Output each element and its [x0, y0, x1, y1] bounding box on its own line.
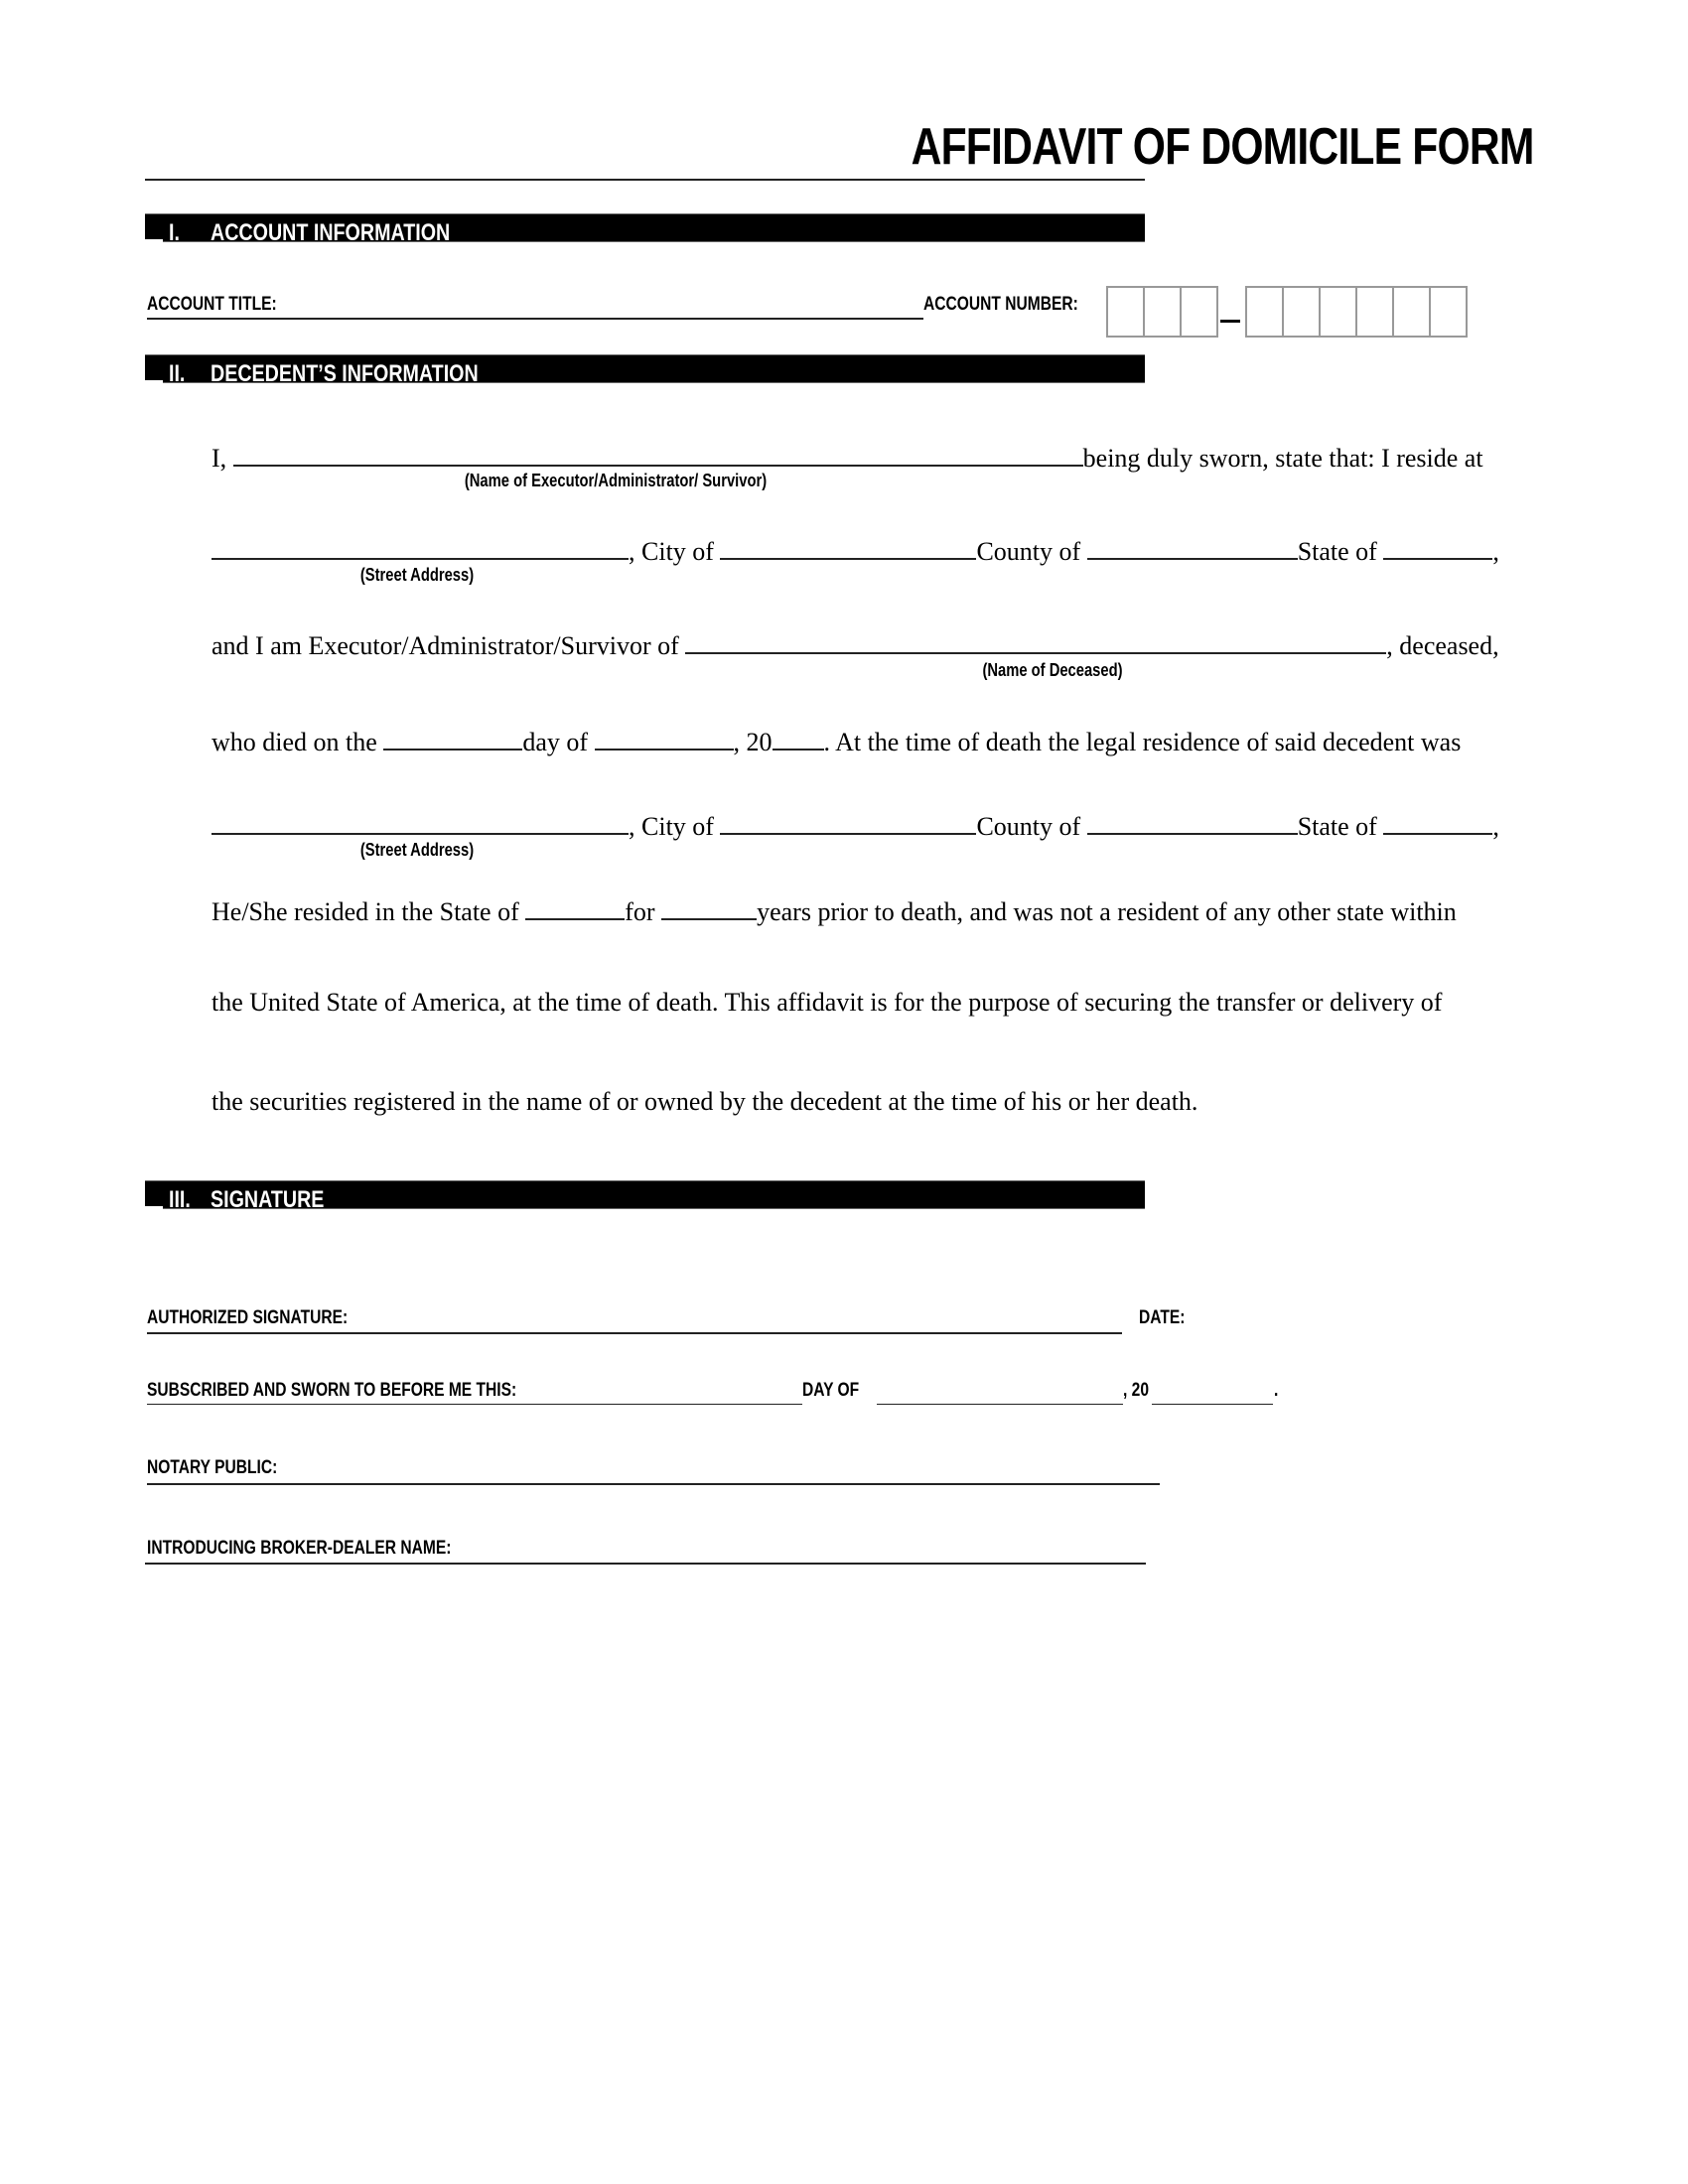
affiant-state-field[interactable]	[1383, 536, 1492, 560]
account-number-label: ACCOUNT NUMBER:	[923, 294, 1078, 315]
legal-residence-text: . At the time of death the legal residence of said decedent was	[823, 728, 1462, 756]
title-divider	[145, 179, 1145, 181]
section-number: III.	[169, 1186, 191, 1213]
section-title: SIGNATURE	[211, 1186, 325, 1213]
residency-duration-line	[211, 896, 1457, 925]
deceased-text: , deceased,	[1386, 631, 1499, 660]
account-number-digit-box[interactable]	[1431, 288, 1466, 336]
day-of-label: day of	[522, 728, 589, 756]
executor-name-caption: (Name of Executor/Administrator/ Survivor)	[464, 471, 768, 490]
year-label: , 20	[1123, 1380, 1149, 1401]
decedent-county-field[interactable]	[1087, 811, 1298, 835]
residency-years-field[interactable]	[661, 896, 757, 920]
sworn-month-field[interactable]	[877, 1404, 1123, 1405]
broker-dealer-label: INTRODUCING BROKER-DEALER NAME:	[147, 1538, 452, 1559]
years-prior-text: years prior to death, and was not a resident of any other state within	[757, 897, 1457, 926]
account-number-digit-box[interactable]	[1321, 288, 1357, 336]
deceased-name-caption: (Name of Deceased)	[982, 660, 1123, 680]
day-of-label: DAY OF	[802, 1380, 860, 1401]
affiant-sworn-text: being duly sworn, state that: I reside at	[1082, 444, 1483, 473]
authorized-signature-field[interactable]	[147, 1332, 1122, 1334]
year-prefix: , 20	[733, 728, 773, 756]
sworn-day-field[interactable]	[147, 1404, 802, 1405]
executor-of-text: and I am Executor/Administrator/Survivor of	[211, 631, 679, 660]
account-number-digit-box[interactable]	[1182, 288, 1216, 336]
section-header-signature	[145, 1180, 1145, 1213]
affiant-county-field[interactable]	[1087, 536, 1298, 560]
state-label: State of	[1297, 812, 1377, 841]
section-title: ACCOUNT INFORMATION	[211, 219, 451, 246]
death-year-field[interactable]	[773, 727, 824, 751]
page-title: AFFIDAVIT OF DOMICILE FORM	[912, 118, 1534, 176]
deceased-name-field[interactable]	[685, 630, 1386, 654]
for-label: for	[625, 897, 655, 926]
death-day-field[interactable]	[383, 727, 522, 751]
date-label: DATE:	[1139, 1307, 1186, 1328]
affiant-street-address-field[interactable]	[211, 536, 629, 560]
punctuation: .	[1274, 1380, 1279, 1401]
sworn-year-field[interactable]	[1152, 1404, 1273, 1405]
section-header-account-information	[145, 213, 1145, 246]
city-label: , City of	[629, 812, 714, 841]
decedent-address-line	[211, 811, 1499, 840]
account-number-digit-box[interactable]	[1247, 288, 1284, 336]
account-number-digit-box[interactable]	[1284, 288, 1321, 336]
notary-public-field[interactable]	[147, 1483, 1160, 1485]
executor-of-line	[211, 630, 1499, 659]
executor-name-field[interactable]	[233, 443, 1083, 467]
account-number-digit-box[interactable]	[1357, 288, 1394, 336]
securities-line: the securities registered in the name of or owned by the decedent at the time of his or her death.	[211, 1087, 1198, 1116]
county-label: County of	[976, 812, 1081, 841]
punctuation: ,	[1492, 812, 1499, 841]
section-header-decedents-information	[145, 354, 1145, 387]
county-label: County of	[976, 537, 1081, 566]
section-number: I.	[169, 219, 180, 246]
section-title: DECEDENT’S INFORMATION	[211, 360, 479, 387]
account-number-dash	[1220, 320, 1240, 323]
notary-public-label: NOTARY PUBLIC:	[147, 1457, 278, 1478]
resided-text: He/She resided in the State of	[211, 897, 519, 926]
purpose-line: the United State of America, at the time of death. This affidavit is for the purpose of securing the transfer or delivery of	[211, 988, 1443, 1017]
account-title-label: ACCOUNT TITLE:	[147, 294, 277, 315]
residency-state-field[interactable]	[525, 896, 625, 920]
account-number-suffix-boxes	[1245, 286, 1468, 338]
city-label: , City of	[629, 537, 714, 566]
affiant-address-line	[211, 536, 1499, 565]
authorized-signature-label: AUTHORIZED SIGNATURE:	[147, 1307, 349, 1328]
broker-dealer-name-field[interactable]	[145, 1563, 1146, 1565]
died-on-text: who died on the	[211, 728, 377, 756]
decedent-state-field[interactable]	[1383, 811, 1492, 835]
decedent-street-address-field[interactable]	[211, 811, 629, 835]
affiant-prefix: I,	[211, 444, 227, 473]
death-month-field[interactable]	[595, 727, 734, 751]
account-number-digit-box[interactable]	[1108, 288, 1145, 336]
street-address-caption: (Street Address)	[359, 565, 475, 585]
affiant-city-field[interactable]	[720, 536, 976, 560]
sworn-label: SUBSCRIBED AND SWORN TO BEFORE ME THIS:	[147, 1380, 517, 1401]
decedent-city-field[interactable]	[720, 811, 976, 835]
account-number-digit-box[interactable]	[1394, 288, 1431, 336]
state-label: State of	[1297, 537, 1377, 566]
account-number-prefix-boxes	[1106, 286, 1218, 338]
punctuation: ,	[1492, 537, 1499, 566]
street-address-caption: (Street Address)	[359, 840, 475, 860]
affiant-line	[211, 443, 1483, 472]
account-number-digit-box[interactable]	[1145, 288, 1182, 336]
section-number: II.	[169, 360, 186, 387]
date-of-death-line	[211, 727, 1461, 755]
account-title-field[interactable]	[147, 318, 923, 320]
